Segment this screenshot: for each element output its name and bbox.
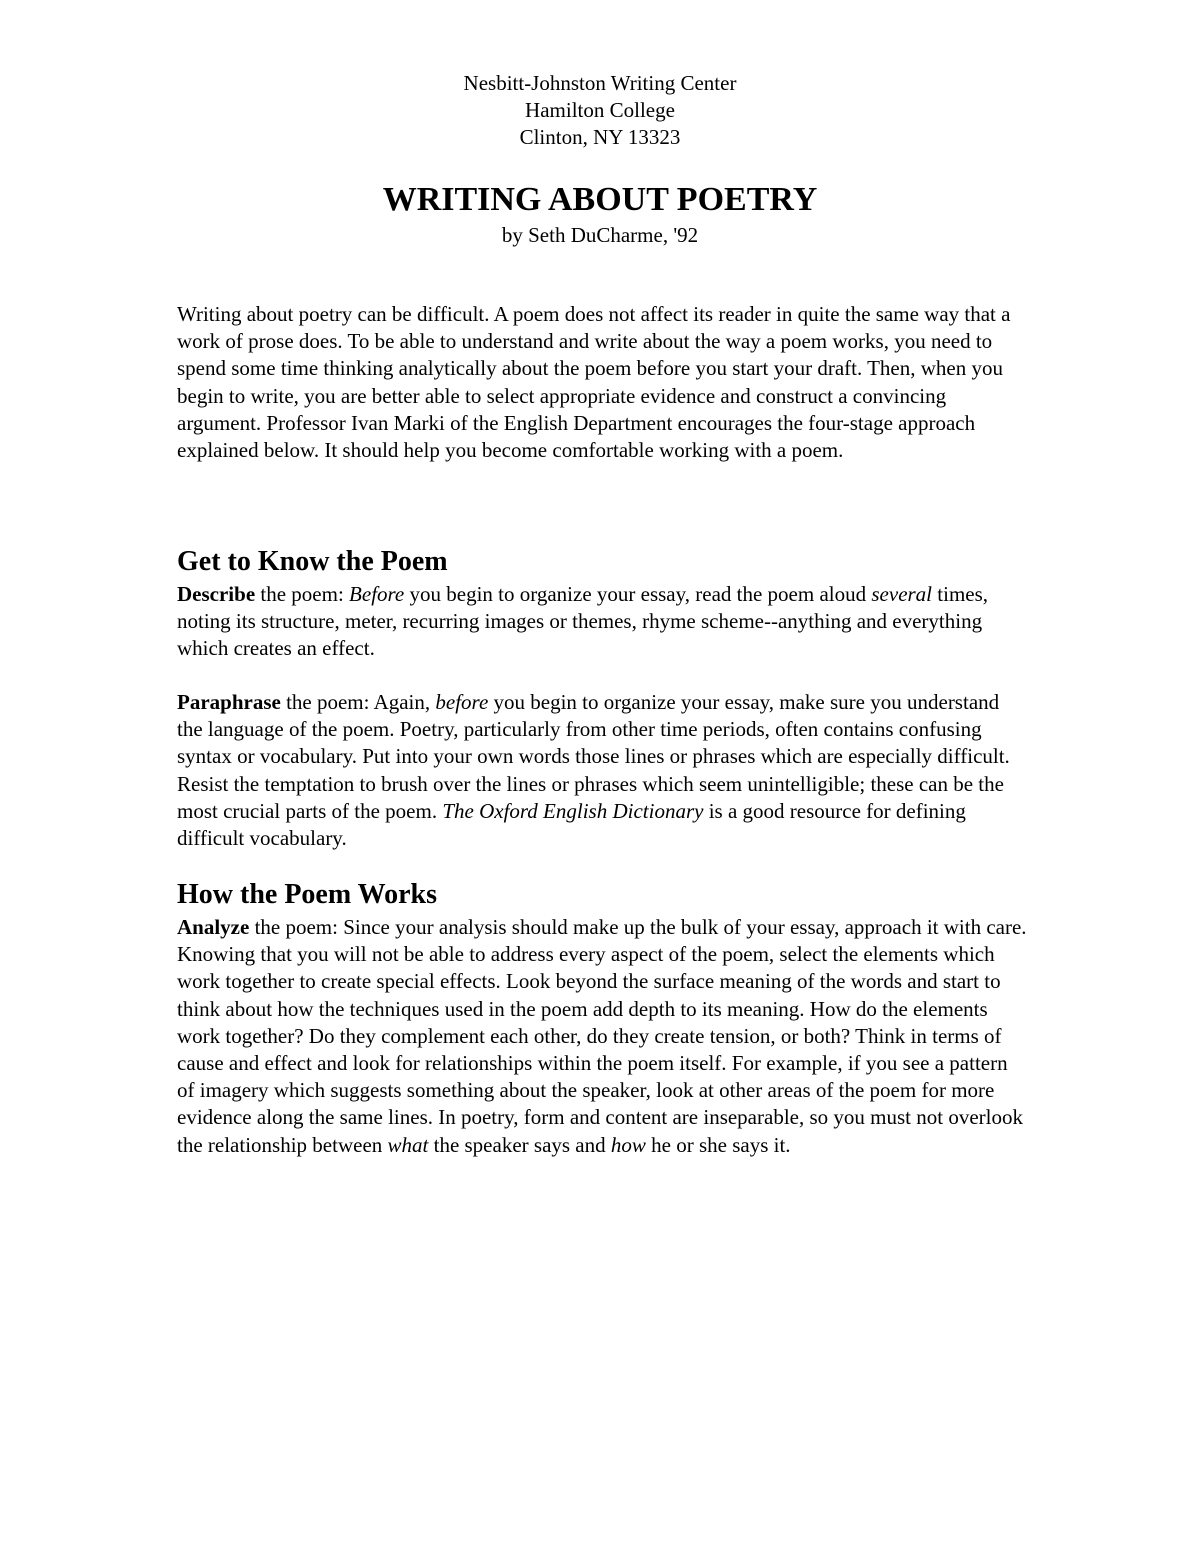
analyze-text-2: the speaker says and <box>428 1132 611 1157</box>
section-heading-how-poem-works: How the Poem Works <box>177 879 438 910</box>
section-heading-get-to-know: Get to Know the Poem <box>177 546 448 577</box>
term-describe: Describe <box>177 582 256 606</box>
describe-text-2: you begin to organize your essay, read the poem aloud <box>404 582 872 606</box>
letterhead-college: Hamilton College <box>525 98 675 122</box>
describe-emphasis-1: Before <box>349 582 405 606</box>
term-paraphrase: Paraphrase <box>177 690 281 714</box>
analyze-emphasis-1: what <box>387 1132 429 1157</box>
paraphrase-emphasis-1: before <box>435 690 489 714</box>
paraphrase-text-1: the poem: Again, <box>280 690 436 714</box>
describe-text-3: times, noting its structure, meter, recurring images or themes, rhyme scheme--anything and everything which creates an effect. <box>177 582 989 661</box>
intro-paragraph: Writing about poetry can be difficult. A poem does not affect its reader in quite the same way that a work of prose does. To be able to understand and write about the way a poem works, you need to spend some time thinking analytically about the poem before you start your draft. Then, when you begin to write, you are better able to select appropriate evidence and construct a convincing argument. Professor Ivan Marki of the English Department encourages the four-stage approach explained below. It should help you become comfortable working with a poem. <box>177 302 1011 463</box>
letterhead-center-name: Nesbitt-Johnston Writing Center <box>463 71 737 95</box>
paraphrase-paragraph <box>177 689 1027 852</box>
analyze-text-3: he or she says it. <box>645 1132 791 1157</box>
analyze-text-1: the poem: Since your analysis should make up the bulk of your essay, approach it with care. Knowing that you will not be able to address every aspect of the poem, select the elements which work together to create special effects. Look beyond the surface meaning of the words and start to think about how the techniques used in the poem add depth to its meaning. How do the elements work together? Do they complement each other, do they create tension, or both? Think in terms of cause and effect and look for relationships within the poem itself. For example, if you see a pattern of imagery which suggests something about the speaker, look at other areas of the poem for more evidence along the same lines. In poetry, form and content are inseparable, so you must not overlook the relationship between <box>177 915 1027 1157</box>
letterhead <box>0 70 1200 151</box>
term-analyze: Analyze <box>177 915 250 939</box>
paraphrase-emphasis-2: The Oxford English Dictionary <box>442 798 704 823</box>
describe-emphasis-2: several <box>871 582 933 606</box>
letterhead-address: Clinton, NY 13323 <box>519 125 681 149</box>
analyze-paragraph <box>177 914 1027 1159</box>
paraphrase-text-3: is a good resource for defining difficult vocabulary. <box>177 798 966 851</box>
byline: by Seth DuCharme, '92 <box>501 223 699 247</box>
describe-text-1: the poem: <box>255 582 350 606</box>
describe-paragraph <box>177 581 1027 663</box>
analyze-emphasis-2: how <box>610 1132 646 1157</box>
document-title: WRITING ABOUT POETRY <box>382 181 818 218</box>
paraphrase-text-2: you begin to organize your essay, make sure you understand the language of the poem. Poetry, particularly from other time periods, often contains confusing syntax or vocabulary. Put into your own words those lines or phrases which are especially difficult. Resist the temptation to brush over the lines or phrases which seem unintelligible; these can be the most crucial parts of the poem. <box>177 690 1010 823</box>
